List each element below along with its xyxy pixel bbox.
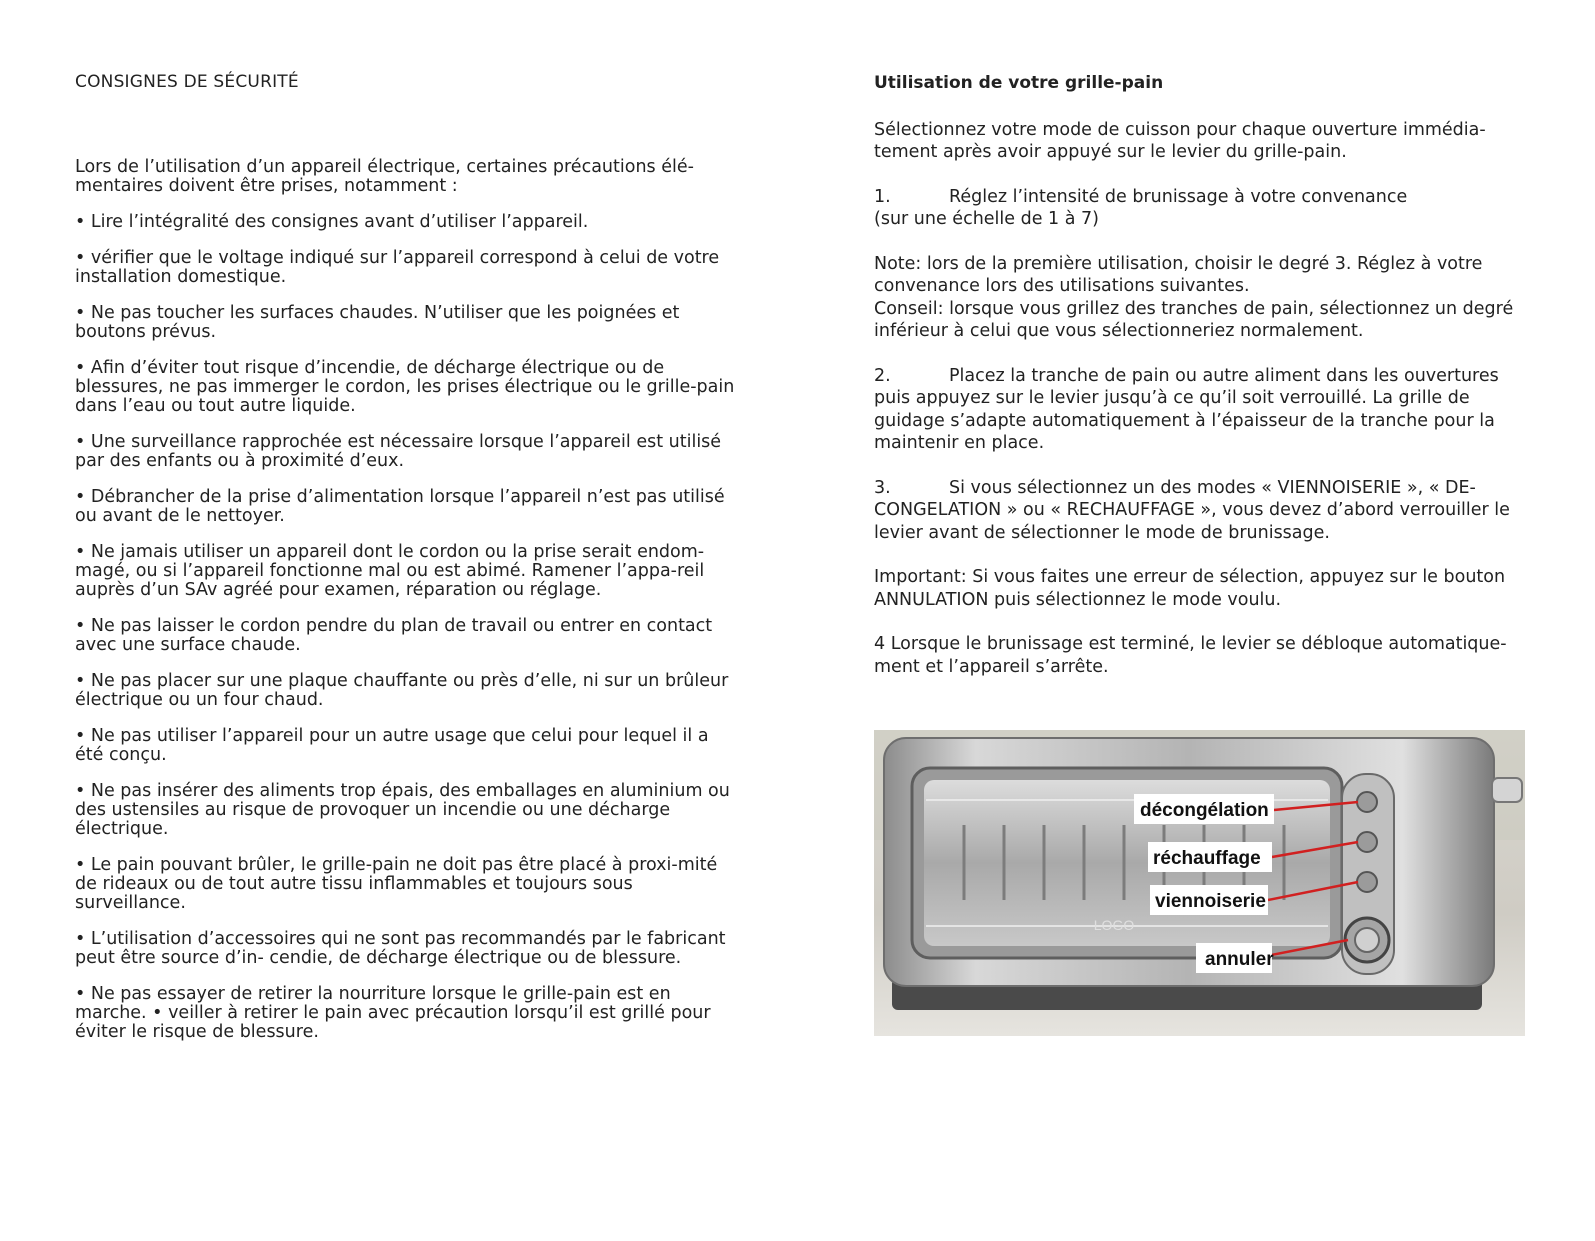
- toaster-illustration: [874, 730, 1525, 1036]
- safety-item: • vérifier que le voltage indiqué sur l’appareil correspond à celui de votre installation domestique.: [75, 248, 720, 287]
- tip-text: Conseil: lorsque vous grillez des tranches de pain, sélectionnez un degré inférieur à celui que vous sélectionneriez normalement.: [874, 298, 1514, 341]
- bagel-button-icon: [1357, 872, 1377, 892]
- step-1-text: Réglez l’intensité de brunissage à votre convenance: [949, 186, 1408, 207]
- safety-item: • Afin d’éviter tout risque d’incendie, de décharge électrique ou de blessures, ne pas immerger le cordon, les prises électrique ou le grille-pain dans l’eau ou tout autre liquide.: [75, 358, 735, 416]
- step-1-number: 1.: [874, 186, 891, 207]
- step-2-text: Placez la tranche de pain ou autre aliment dans les ouvertures puis appuyez sur le levier jusqu’à ce qu’il soit verrouillé. La grille de guidage s’adapte automatiquement à l’épaisseur de la tranche pour la maintenir en place.: [874, 365, 1499, 453]
- step-2: [874, 365, 1534, 455]
- label-defrost: décongélation: [1140, 800, 1269, 821]
- lever-icon: [1492, 778, 1522, 802]
- safety-instructions: [75, 158, 735, 1059]
- safety-item: • Ne pas toucher les surfaces chaudes. N’utiliser que les poignées et boutons prévus.: [75, 303, 680, 342]
- step-1: [874, 186, 1534, 231]
- step-2-number: 2.: [874, 365, 891, 386]
- safety-item: • Débrancher de la prise d’alimentation lorsque l’appareil n’est pas utilisé ou avant de le nettoyer.: [75, 487, 725, 526]
- safety-item: • Ne pas essayer de retirer la nourriture lorsque le grille-pain est en marche. • veiller à retirer le pain avec précaution lorsqu’il est grillé pour éviter le risque de blessure.: [75, 984, 711, 1042]
- step-3-number: 3.: [874, 477, 891, 498]
- safety-item: • Ne pas utiliser l’appareil pour un autre usage que celui pour lequel il a été conçu.: [75, 726, 709, 765]
- logo-text: LOGO: [1093, 917, 1135, 933]
- label-reheat: réchauffage: [1153, 848, 1261, 869]
- safety-item: • Une surveillance rapprochée est nécessaire lorsque l’appareil est utilisé par des enfants ou à proximité d’eux.: [75, 432, 722, 471]
- section-title-usage: Utilisation de votre grille-pain: [874, 73, 1164, 93]
- usage-intro: Sélectionnez votre mode de cuisson pour chaque ouverture immédia-tement après avoir appuyé sur le levier du grille-pain.: [874, 119, 1486, 162]
- safety-item: • Ne jamais utiliser un appareil dont le cordon ou la prise serait endom-magé, ou si l’appareil fonctionne mal ou est abimé. Ramener l’appa-reil auprès d’un SAv agréé pour examen, réparation ou réglage.: [75, 542, 705, 600]
- important-text: Important: Si vous faites une erreur de sélection, appuyez sur le bouton ANNULATION puis sélectionnez le mode voulu.: [874, 567, 1506, 610]
- step-3: [874, 477, 1534, 545]
- note-block: [874, 253, 1534, 343]
- reheat-button-icon: [1357, 832, 1377, 852]
- safety-item: • L’utilisation d’accessoires qui ne sont pas recommandés par le fabricant peut être source d’in- cendie, de décharge électrique ou de blessure.: [75, 929, 726, 968]
- step-4: 4 Lorsque le brunissage est terminé, le levier se débloque automatique-ment et l’appareil s’arrête.: [874, 634, 1507, 677]
- note-text: Note: lors de la première utilisation, choisir le degré 3. Réglez à votre convenance lors des utilisations suivantes.: [874, 253, 1483, 296]
- safety-item: • Le pain pouvant brûler, le grille-pain ne doit pas être placé à proxi-mité de rideaux ou de tout autre tissu inflammables et toujours sous surveillance.: [75, 855, 718, 913]
- label-bagel: viennoiserie: [1155, 891, 1266, 912]
- step-1-subtext: (sur une échelle de 1 à 7): [874, 209, 1099, 229]
- safety-intro: Lors de l’utilisation d’un appareil électrique, certaines précautions élé-mentaires doivent être prises, notamment :: [75, 157, 694, 196]
- step-3-text: Si vous sélectionnez un des modes « VIENNOISERIE », « DE-CONGELATION » ou « RECHAUFFAGE », vous devez d’abord verrouiller le levier avant de sélectionner le mode de brunissage.: [874, 477, 1510, 543]
- safety-item: • Ne pas placer sur une plaque chauffante ou près d’elle, ni sur un brûleur électrique ou un four chaud.: [75, 671, 729, 710]
- usage-instructions: [874, 72, 1534, 700]
- safety-item: • Ne pas insérer des aliments trop épais, des emballages en aluminium ou des ustensiles au risque de provoquer un incendie ou une décharge électrique.: [75, 781, 730, 839]
- safety-item: • Ne pas laisser le cordon pendre du plan de travail ou entrer en contact avec une surface chaude.: [75, 616, 713, 655]
- defrost-button-icon: [1357, 792, 1377, 812]
- toaster-photo: [874, 730, 1525, 1036]
- section-title-safety: CONSIGNES DE SÉCURITÉ: [75, 72, 299, 92]
- safety-item: • Lire l’intégralité des consignes avant d’utiliser l’appareil.: [75, 212, 589, 232]
- label-cancel: annuler: [1205, 949, 1274, 970]
